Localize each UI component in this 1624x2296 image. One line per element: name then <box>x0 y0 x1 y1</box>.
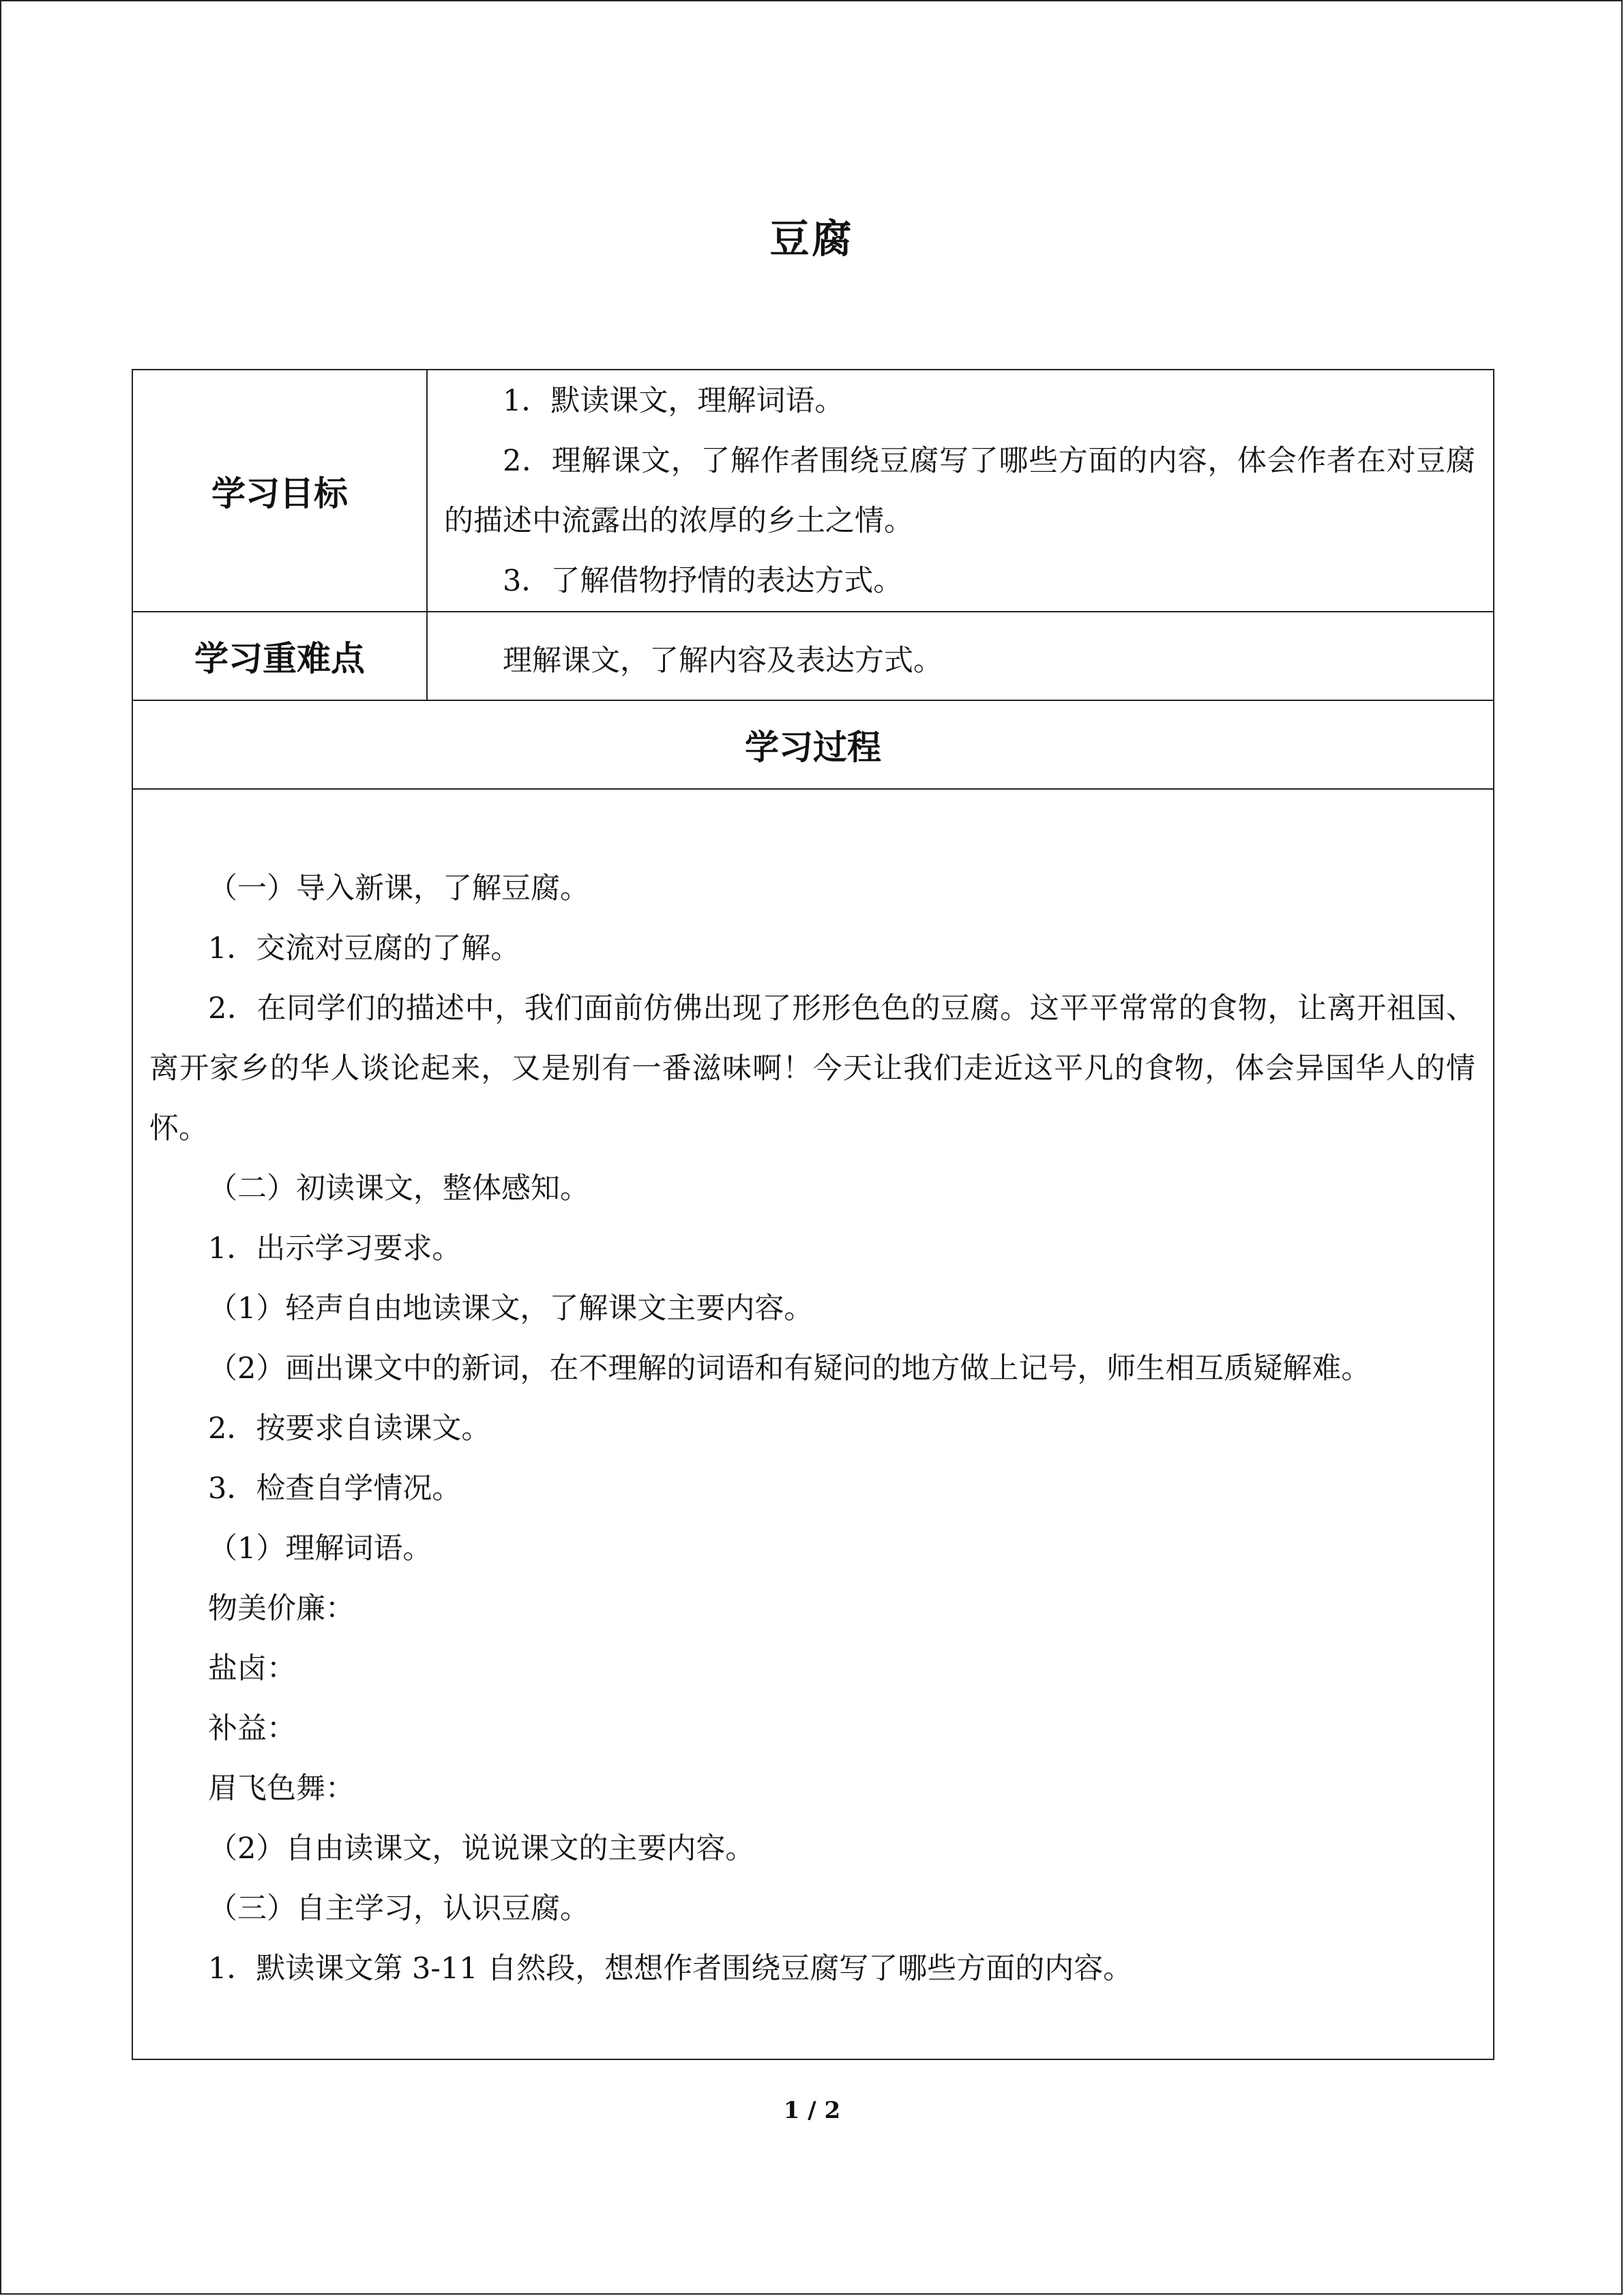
vocabulary-item: 眉飞色舞： <box>208 1771 355 1806</box>
process-paragraph: 3．检查自学情况。 <box>208 1471 462 1506</box>
vocabulary-item: 物美价廉： <box>208 1591 355 1626</box>
goals-row <box>132 370 1494 612</box>
process-body-row <box>132 789 1494 2059</box>
key-points-row <box>132 612 1494 700</box>
key-points-text: 理解课文，了解内容及表达方式。 <box>503 644 943 678</box>
process-paragraph: （二）初读课文，整体感知。 <box>208 1171 589 1206</box>
process-header: 学习过程 <box>132 700 1494 789</box>
vocabulary-item: 盐卤： <box>208 1651 296 1686</box>
process-paragraph: 2．在同学们的描述中，我们面前仿佛出现了形形色色的豆腐。这平平常常的食物，让离开祖国、离开家乡的华人谈论起来，又是别有一番滋味啊！今天让我们走近这平凡的食物，体会异国华人的情怀。 <box>149 991 1475 1146</box>
process-paragraph: （2）自由读课文，说说课文的主要内容。 <box>208 1831 755 1866</box>
process-paragraph: （1）理解词语。 <box>208 1531 432 1566</box>
goal-item: 3．了解借物抒情的表达方式。 <box>503 563 903 598</box>
lesson-plan-table <box>132 369 1494 2060</box>
goals-content <box>427 370 1494 612</box>
process-content <box>132 789 1494 2059</box>
process-paragraph: （1）轻声自由地读课文，了解课文主要内容。 <box>208 1291 814 1326</box>
process-header-row <box>132 700 1494 789</box>
process-paragraph: （一）导入新课，了解豆腐。 <box>208 871 589 906</box>
process-paragraph: （2）画出课文中的新词，在不理解的词语和有疑问的地方做上记号，师生相互质疑解难。 <box>208 1351 1371 1386</box>
process-paragraph: （三）自主学习，认识豆腐。 <box>208 1891 589 1926</box>
process-paragraph: 2．按要求自读课文。 <box>208 1411 491 1446</box>
process-paragraph: 1．出示学习要求。 <box>208 1231 462 1266</box>
goals-header: 学习目标 <box>132 370 427 612</box>
goal-item: 1．默读课文，理解词语。 <box>503 383 844 418</box>
process-paragraph: 1．默读课文第 3-11 自然段，想想作者围绕豆腐写了哪些方面的内容。 <box>208 1951 1133 1986</box>
key-points-content <box>427 612 1494 700</box>
goal-item: 2．理解课文，了解作者围绕豆腐写了哪些方面的内容，体会作者在对豆腐的描述中流露出的浓厚的乡土之情。 <box>444 443 1475 538</box>
vocabulary-item: 补益： <box>208 1711 296 1746</box>
document-title: 豆腐 <box>769 215 855 262</box>
page-number: 1 / 2 <box>783 2097 841 2124</box>
key-points-header: 学习重难点 <box>132 612 427 700</box>
process-paragraph: 1．交流对豆腐的了解。 <box>208 931 520 966</box>
